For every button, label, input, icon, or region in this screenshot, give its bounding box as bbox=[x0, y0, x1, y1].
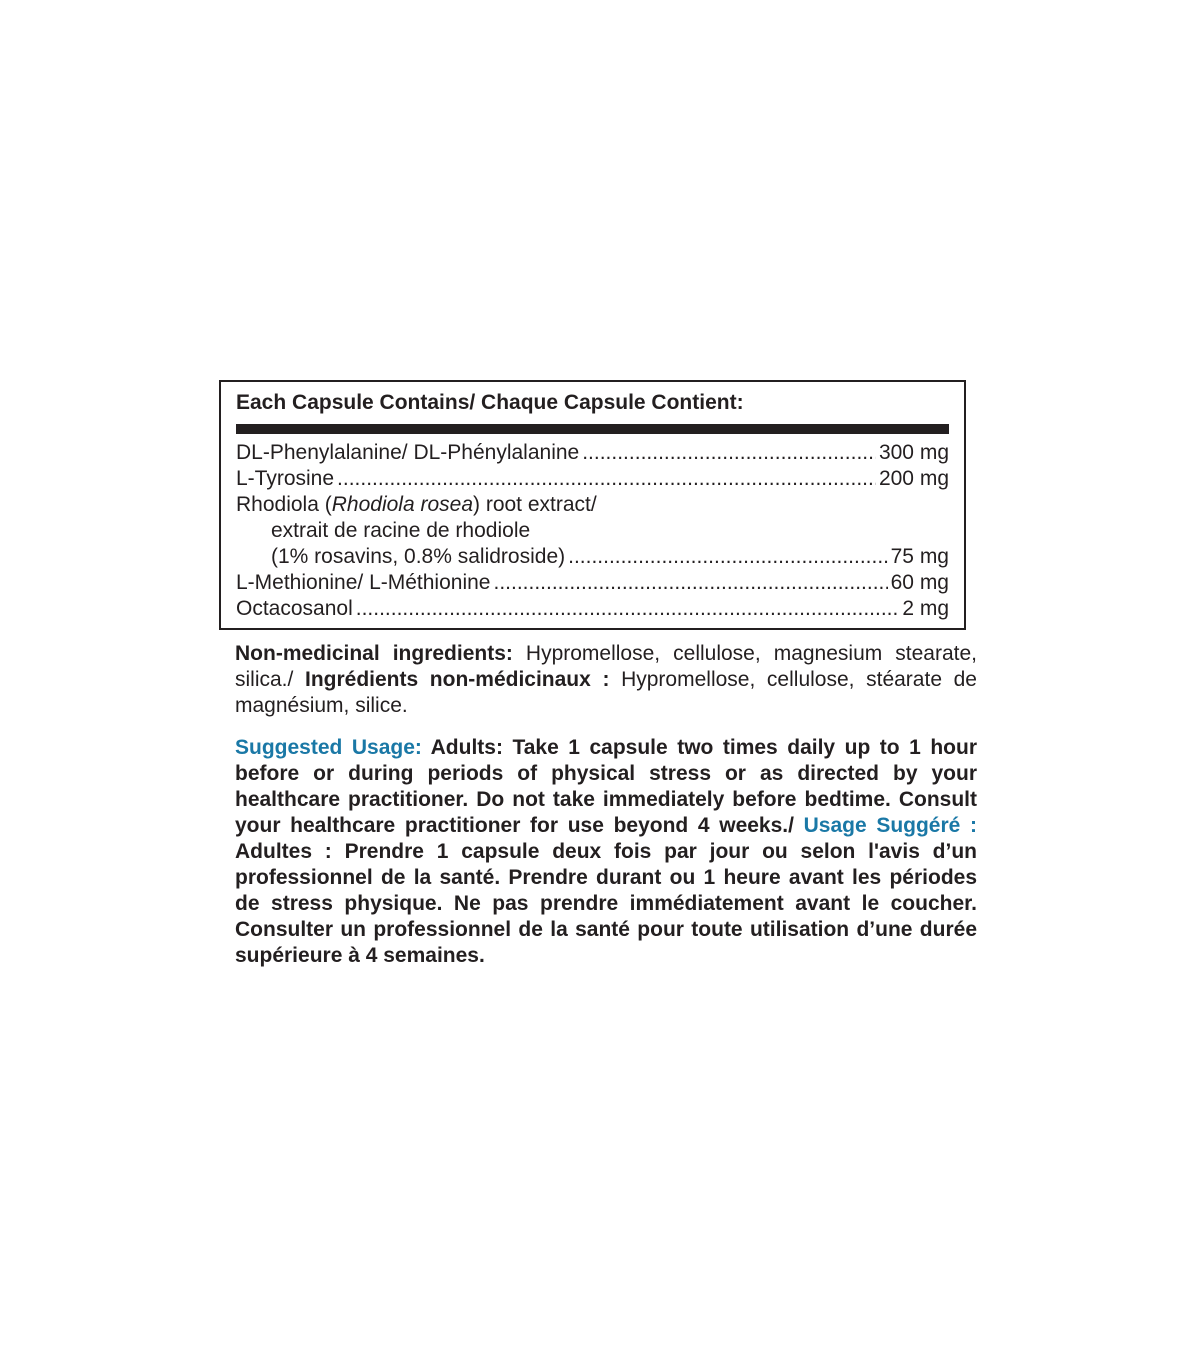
ingredient-name: DL-Phenylalanine/ DL-Phénylalanine bbox=[236, 441, 580, 464]
usage-text-fr: Adultes : Prendre 1 capsule deux fois par jour ou selon l'avis d’un professionnel de la santé. Prendre durant ou 1 heure avant les périodes de stress physique. Ne pas prendre immédiatement avant le coucher. Consulter un professionnel de la santé pour toute utilisation d’une durée supérieure à 4 semaines. bbox=[235, 840, 977, 967]
dot-leader bbox=[582, 441, 876, 465]
ingredient-name: extrait de racine de rhodiole bbox=[271, 519, 531, 542]
ingredients-panel bbox=[219, 380, 966, 630]
ingredient-name bbox=[236, 493, 597, 517]
ingredient-amount: 300 mg bbox=[878, 441, 949, 464]
usage-label-en: Suggested Usage: bbox=[235, 736, 422, 759]
panel-title: Each Capsule Contains/ Chaque Capsule Contient: bbox=[236, 391, 744, 414]
ingredient-name: L-Tyrosine bbox=[236, 467, 335, 490]
non-medicinal-ingredients bbox=[235, 641, 977, 719]
non-medicinal-text-en: Hypromellose, cellulose, magnesium stearate, silica./ bbox=[235, 642, 977, 691]
ingredient-name: L-Methionine/ L-Méthionine bbox=[236, 571, 491, 594]
ingredient-amount: 2 mg bbox=[902, 597, 949, 620]
ingredient-row bbox=[236, 493, 949, 519]
ingredient-amount: 60 mg bbox=[890, 571, 949, 594]
ingredient-row bbox=[236, 441, 949, 467]
non-medicinal-label-en: Non-medicinal ingredients: bbox=[235, 642, 513, 665]
ingredient-name: (1% rosavins, 0.8% salidroside) bbox=[271, 545, 566, 568]
ingredient-row bbox=[236, 545, 949, 571]
ingredient-amount: 75 mg bbox=[890, 545, 949, 568]
non-medicinal-label-fr: Ingrédients non-médicinaux : bbox=[304, 668, 610, 691]
dot-leader bbox=[493, 571, 887, 595]
suggested-usage bbox=[235, 735, 977, 969]
dot-leader bbox=[568, 545, 888, 569]
dot-leader bbox=[356, 597, 900, 621]
dot-leader bbox=[337, 467, 876, 491]
ingredient-name: Octacosanol bbox=[236, 597, 353, 620]
ingredient-name-post: ) root extract/ bbox=[473, 493, 597, 516]
ingredient-list bbox=[236, 441, 949, 623]
usage-text-en: Adults: Take 1 capsule two times daily up to 1 hour before or during periods of physical stress or as directed by your healthcare practitioner. Do not take immediately before bedtime. Consult your healthcare practitioner for use beyond 4 weeks./ bbox=[235, 736, 977, 837]
ingredient-name-pre: Rhodiola ( bbox=[236, 493, 332, 516]
usage-label-fr: Usage Suggéré : bbox=[803, 814, 977, 837]
title-rule bbox=[236, 424, 949, 434]
ingredient-amount: 200 mg bbox=[878, 467, 949, 490]
ingredient-row bbox=[236, 519, 949, 545]
ingredient-row bbox=[236, 467, 949, 493]
ingredient-name-latin: Rhodiola rosea bbox=[331, 493, 473, 516]
ingredient-row bbox=[236, 597, 949, 623]
ingredient-row bbox=[236, 571, 949, 597]
non-medicinal-text-fr: Hypromellose, cellulose, stéarate de magnésium, silice. bbox=[235, 668, 977, 717]
